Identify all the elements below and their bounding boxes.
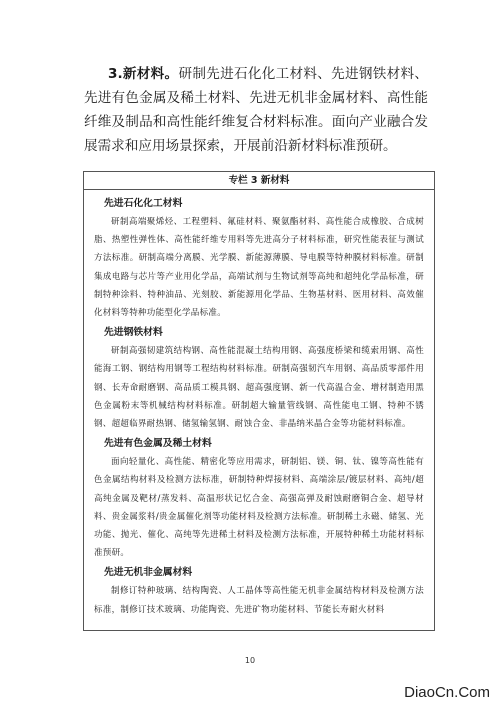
watermark: DiaoCn.Com bbox=[404, 684, 490, 701]
section-title-petrochemical: 先进石化化工材料 bbox=[104, 198, 183, 209]
column-box-title: 专栏 3 新材料 bbox=[84, 172, 434, 190]
section-title-nonferrous: 先进有色金属及稀土材料 bbox=[104, 438, 212, 450]
section-body-petrochemical: 研制高端聚烯烃、工程塑料、氟硅材料、聚氨酯材料、高性能合成橡胶、合成树脂、热塑性弹性体、高性能纤维专用料等先进高分子材料标准，研究性能表征与测试方法标准。研制高端分离膜、光学膜、新能源薄膜、导电膜等特种膜材料标准。研制集成电路与芯片等产业用化学品，高端试剂与生物试剂等高纯和超纯化学品标准，研制特种涂料、特种油品、光刻胶、新能源用化学品、生物基材料、医用材料、高效催化材料等特种功能型化学品标准。 bbox=[94, 217, 424, 319]
section-body-nonferrous: 面向轻量化、高性能、精密化等应用需求，研制铝、镁、铜、钛、镍等高性能有色金属结构材料及检测方法标准，研制特种焊接材料、高端涂层/镀层材料、高纯/超高纯金属及靶材/蒸发料、高温形状记忆合金、高强高弹及耐蚀耐磨铜合金、超导材料、贵金属浆料/贵金属催化剂等功能材料及检测方法标准。研制稀土永磁、储氢、光功能、抛光、催化、高纯等先进稀土材料及检测方法标准，开展特种稀土功能材料标准预研。 bbox=[94, 457, 424, 559]
section-body-steel: 研制高强韧建筑结构钢、高性能混凝土结构用钢、高强度桥梁和缆索用钢、高性能海工钢、钢结构用钢等工程结构材料标准。研制高强韧汽车用钢、高品质零部件用钢、长寿命耐磨钢、高品质工模具钢、超高强度钢、新一代高温合金、增材制造用黑色金属粉末等机械结构材料标准。研制超大输量管线钢、高性能电工钢、特种不锈钢、超超临界耐热钢、储氢输氢钢、耐蚀合金、非晶纳米晶合金等功能材料标准。 bbox=[94, 346, 424, 430]
intro-text: 研制先进石化化工材料、先进钢铁材料、先进有色金属及稀土材料、先进无机非金属材料、高性能纤维及制品和高性能纤维复合材料标准。面向产业融合发展需求和应用场景探索，开展前沿新材料标准预研。 bbox=[84, 66, 429, 154]
intro-lead: 3.新材料。 bbox=[108, 66, 179, 82]
column-box-body bbox=[84, 190, 434, 619]
section-body-inorganic: 制修订特种玻璃、结构陶瓷、人工晶体等高性能无机非金属结构材料及检测方法标准，制修订技术玻璃、功能陶瓷、先进矿物功能材料、节能长寿耐火材料 bbox=[94, 586, 424, 615]
column-box bbox=[83, 171, 435, 631]
section-title-inorganic: 先进无机非金属材料 bbox=[104, 567, 193, 579]
section-title-steel: 先进钢铁材料 bbox=[104, 327, 163, 339]
page-number: 10 bbox=[244, 656, 256, 665]
intro-paragraph bbox=[84, 62, 428, 158]
